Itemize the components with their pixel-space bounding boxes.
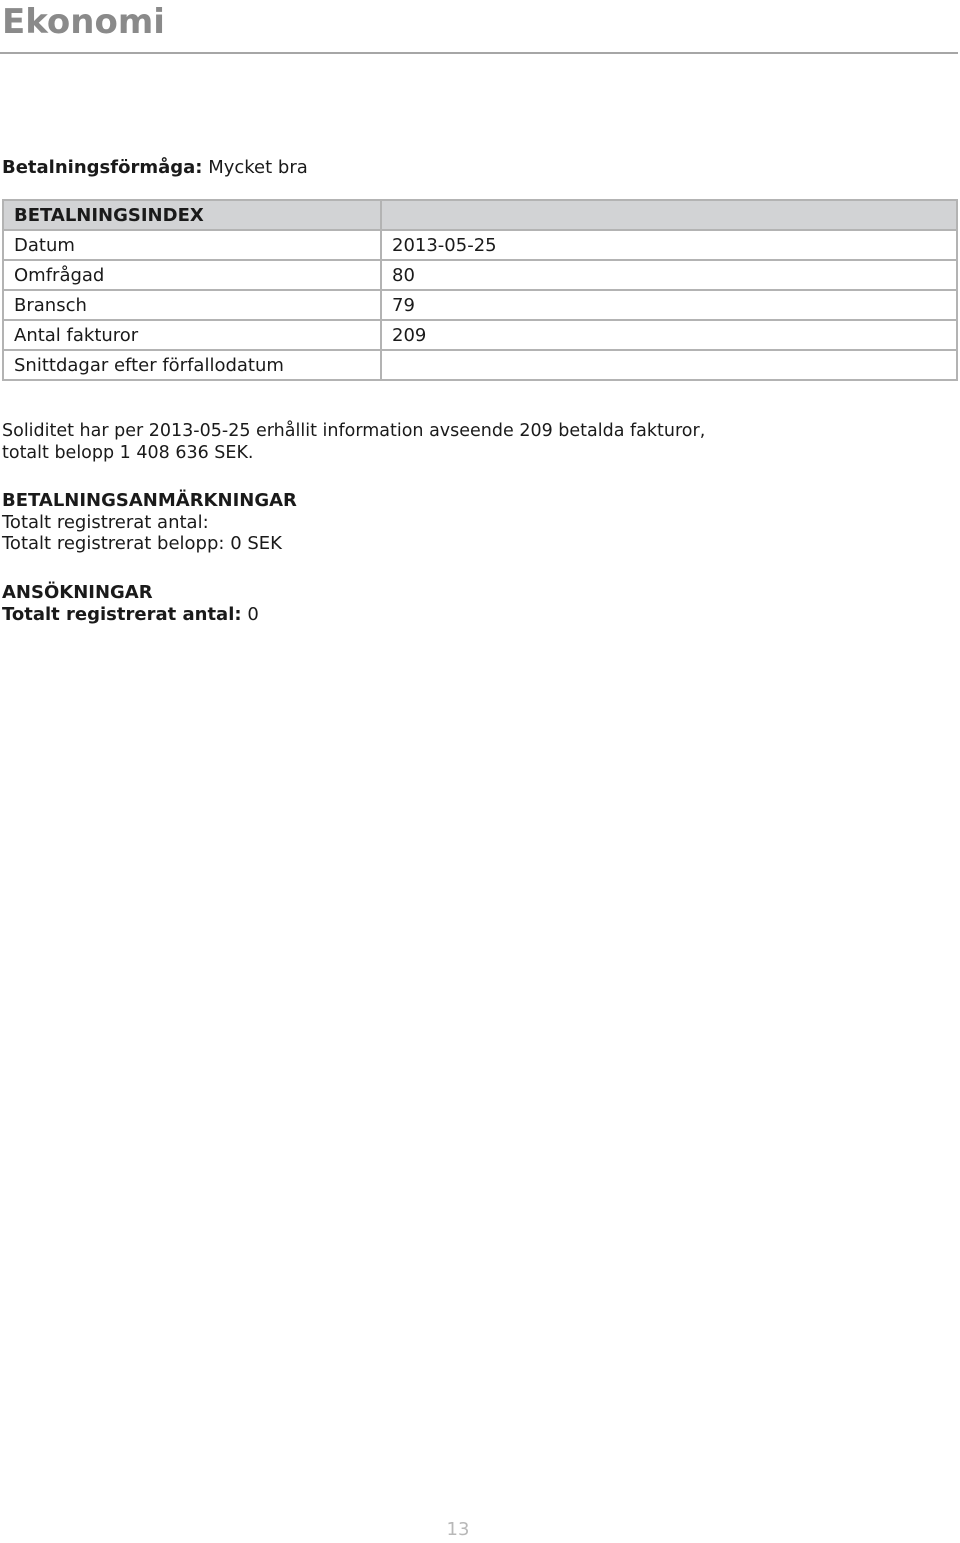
table-row: [3, 260, 957, 290]
applications-heading: ANSÖKNINGAR: [2, 582, 153, 603]
payment-remarks-amount: Totalt registrerat belopp: 0 SEK: [2, 533, 282, 554]
row-label-avg-days-overdue: Snittdagar efter förfallodatum: [3, 350, 381, 380]
page-title: Ekonomi: [2, 2, 165, 42]
payment-remarks-section: [2, 490, 297, 555]
applications-count-value: 0: [247, 603, 259, 625]
solidity-info-line-1: Soliditet har per 2013-05-25 erhållit information avseende 209 betalda fakturor,: [2, 421, 706, 441]
applications-section: [2, 582, 259, 625]
payment-remarks-count: Totalt registrerat antal:: [2, 511, 209, 533]
row-label-industry: Bransch: [3, 290, 381, 320]
table-row: [3, 290, 957, 320]
row-value-industry: 79: [381, 290, 957, 320]
row-value-queried: 80: [381, 260, 957, 290]
payment-capacity-value: Mycket bra: [208, 157, 308, 178]
applications-count-label: Totalt registrerat antal:: [2, 603, 242, 625]
payment-index-header-row: [3, 200, 957, 230]
solidity-info-line-2: totalt belopp 1 408 636 SEK.: [2, 443, 254, 463]
row-value-date: 2013-05-25: [381, 230, 957, 260]
payment-index-table: [2, 199, 958, 381]
row-value-avg-days-overdue: [381, 350, 957, 380]
payment-index-header-empty: [381, 200, 957, 230]
solidity-info-text: [2, 420, 942, 464]
table-row: [3, 230, 957, 260]
payment-remarks-heading: BETALNINGSANMÄRKNINGAR: [2, 490, 297, 511]
row-label-queried: Omfrågad: [3, 260, 381, 290]
title-divider: [0, 52, 958, 54]
payment-capacity: [2, 157, 308, 178]
page-number: 13: [446, 1519, 470, 1540]
payment-capacity-label: Betalningsförmåga:: [2, 157, 203, 178]
row-label-date: Datum: [3, 230, 381, 260]
row-value-invoice-count: 209: [381, 320, 957, 350]
row-label-invoice-count: Antal fakturor: [3, 320, 381, 350]
applications-count: [2, 604, 259, 626]
table-row: [3, 350, 957, 380]
table-row: [3, 320, 957, 350]
payment-index-header: BETALNINGSINDEX: [3, 200, 381, 230]
